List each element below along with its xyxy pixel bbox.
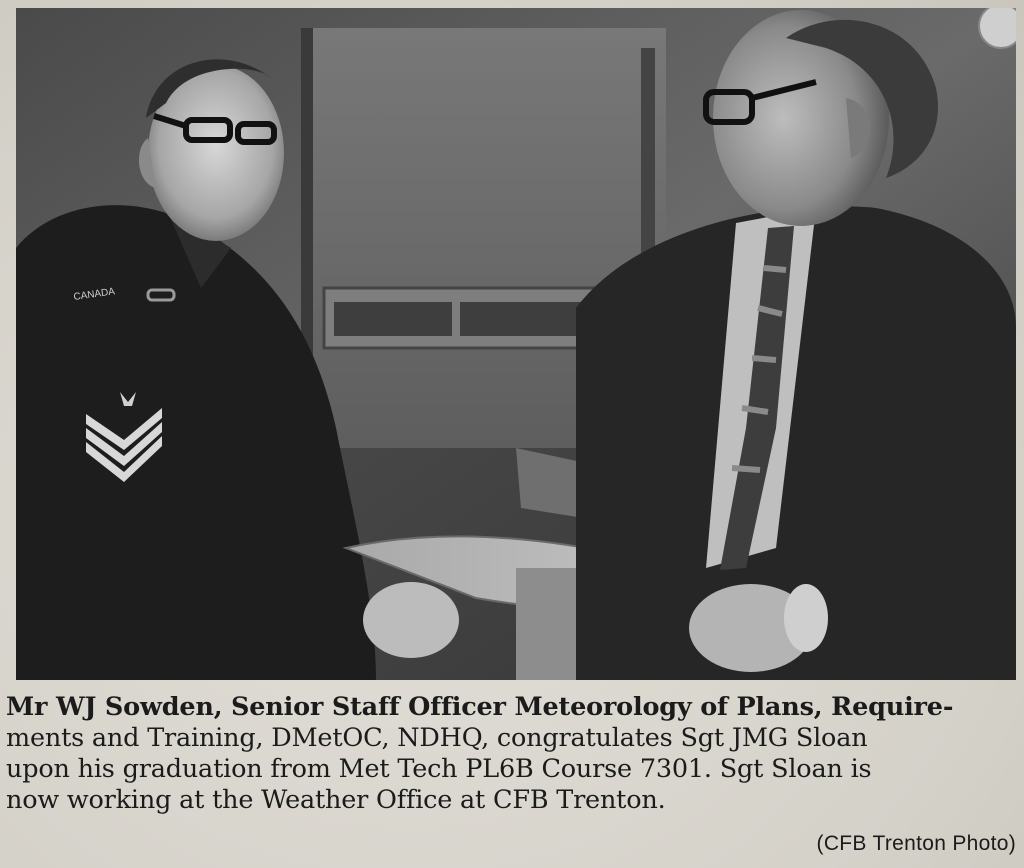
caption-line-4: now working at the Weather Office at CFB Trenton. <box>6 785 666 815</box>
vent-right <box>460 302 582 336</box>
wall-clock <box>979 8 1016 48</box>
caption-line-1 <box>6 692 1018 723</box>
caption-line-3: upon his graduation from Met Tech PL6B Course 7301. Sgt Sloan is <box>6 754 872 784</box>
photo-credit: (CFB Trenton Photo) <box>816 832 1016 855</box>
caption-lead: Mr WJ Sowden, Senior Staff Officer Meteorology of Plans, Require- <box>6 692 954 722</box>
caption-line-2: ments and Training, DMetOC, NDHQ, congratulates Sgt JMG Sloan <box>6 723 868 753</box>
news-photo <box>16 8 1016 680</box>
photo-caption <box>6 692 1018 816</box>
sergeant-hand <box>363 582 459 658</box>
photo-illustration <box>16 8 1016 680</box>
civilian-cuff <box>784 584 828 652</box>
shoulder-flash-text: CANADA <box>72 286 116 303</box>
vent-left <box>334 302 452 336</box>
